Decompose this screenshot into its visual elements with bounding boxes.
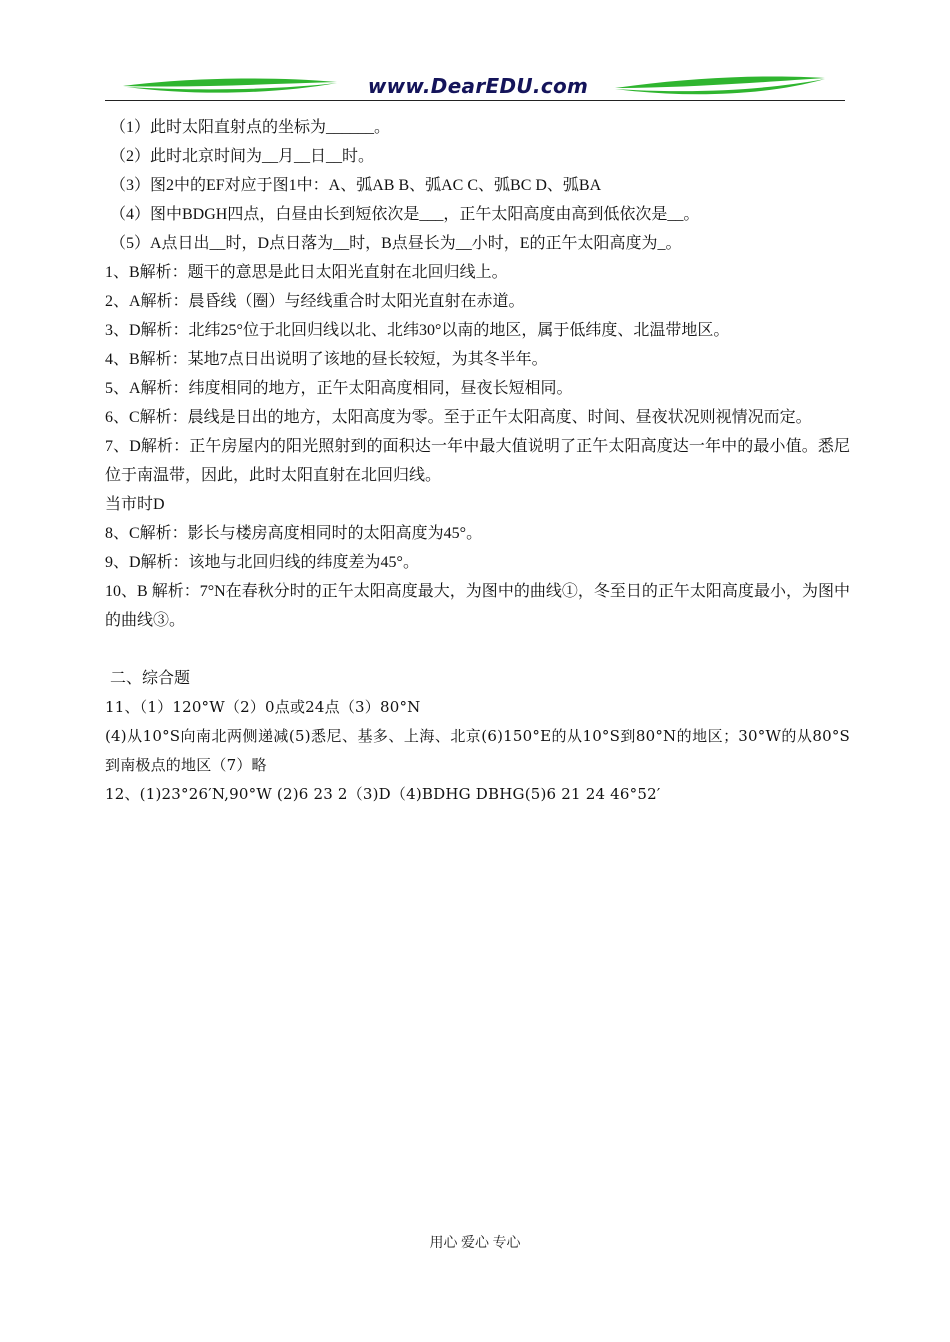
answer-11-continued: (4)从10°S向南北两侧递减(5)悉尼、基多、上海、北京(6)150°E的从10°S到80°N的地区；30°W的从80°S到南极点的地区（7）略 <box>105 727 850 774</box>
answer-4: 4、B解析：某地7点日出说明了该地的昼长较短，为其冬半年。 <box>105 351 548 368</box>
answer-7: 7、D解析：正午房屋内的阳光照射到的面积达一年中最大值说明了正午太阳高度达一年中的最小值。悉尼位于南温带，因此，此时太阳直射在北回归线。 <box>105 438 850 484</box>
page-footer: 用心 爱心 专心 <box>429 1236 521 1251</box>
answer-10: 10、B 解析：7°N在春秋分时的正午太阳高度最大，为图中的曲线①，冬至日的正午太阳高度最小，为图中的曲线③。 <box>105 583 850 629</box>
answer-6: 6、C解析：晨线是日出的地方，太阳高度为零。至于正午太阳高度、时间、昼夜状况则视情况而定。 <box>105 409 812 426</box>
answer-note: 当市时D <box>105 496 165 513</box>
answer-5: 5、A解析：纬度相同的地方，正午太阳高度相同，昼夜长短相同。 <box>105 380 573 397</box>
answer-1: 1、B解析：题干的意思是此日太阳光直射在北回归线上。 <box>105 264 508 281</box>
question-1: （1）此时太阳直射点的坐标为______。 <box>110 119 391 136</box>
answer-3: 3、D解析：北纬25°位于北回归线以北、北纬30°以南的地区，属于低纬度、北温带地区。 <box>105 322 730 339</box>
answer-11: 11、（1）120°W（2）0点或24点（3）80°N <box>105 698 421 716</box>
answer-8: 8、C解析：影长与楼房高度相同时的太阳高度为45°。 <box>105 525 483 542</box>
question-4: （4）图中BDGH四点，白昼由长到短依次是___，正午太阳高度由高到低依次是__。 <box>110 206 700 223</box>
question-3: （3）图2中的EF对应于图1中：A、弧AB B、弧AC C、弧BC D、弧BA <box>110 177 602 194</box>
answer-12: 12、(1)23°26′N,90°W (2)6 23 2（3)D（4)BDHG DBHG(5)6 21 24 46°52′ <box>105 785 661 803</box>
question-5: （5）A点日出__时，D点日落为__时，B点昼长为__小时，E的正午太阳高度为_。 <box>110 235 682 252</box>
document-body <box>105 113 850 809</box>
spacer <box>105 635 850 664</box>
site-header-logo <box>105 68 845 102</box>
answer-2: 2、A解析：晨昏线（圈）与经线重合时太阳光直射在赤道。 <box>105 293 525 310</box>
question-2: （2）此时北京时间为__月__日__时。 <box>110 148 375 165</box>
answer-9: 9、D解析：该地与北回归线的纬度差为45°。 <box>105 554 419 571</box>
header-divider <box>105 100 845 101</box>
section-2-title: 二、综合题 <box>110 670 191 687</box>
logo-text: www.DearEDU.com <box>367 74 589 98</box>
